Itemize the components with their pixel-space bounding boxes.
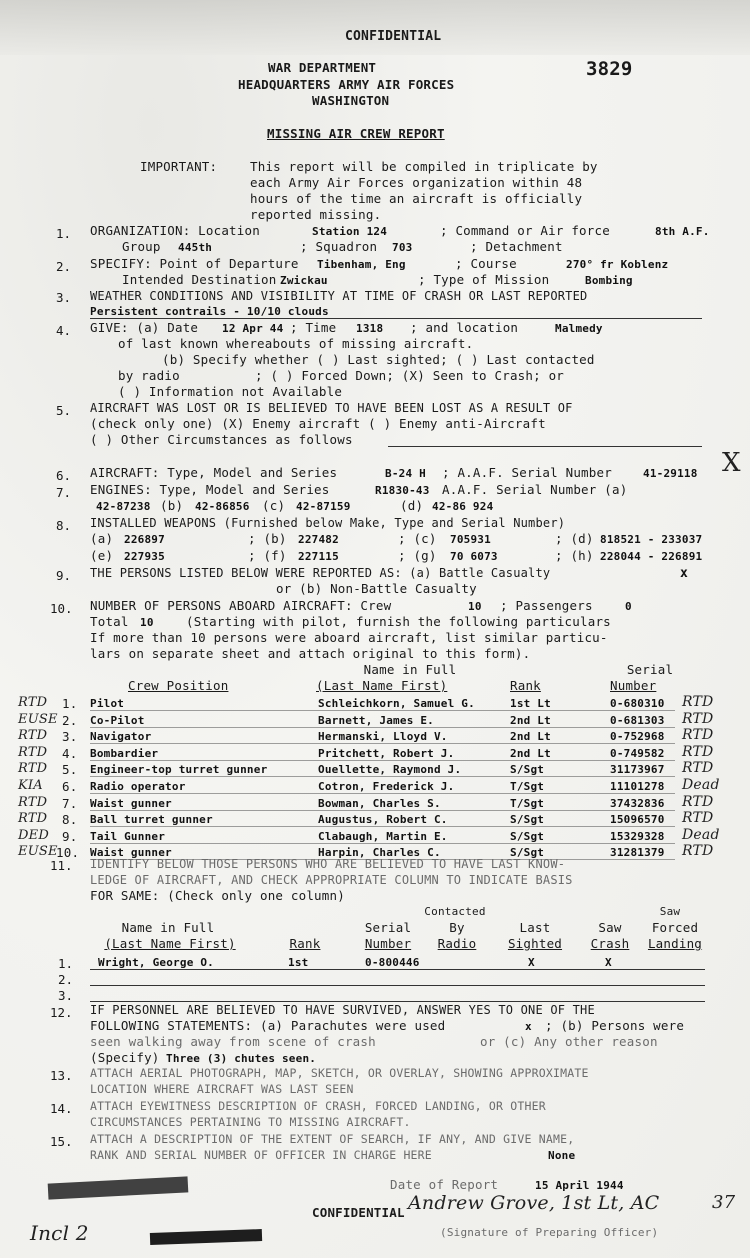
engine-d-label: (d) (400, 498, 424, 513)
weapon-c: 705931 (450, 533, 491, 546)
attach-search-1: ATTACH A DESCRIPTION OF THE EXTENT OF SEARCH, IF ANY, AND GIVE NAME, (90, 1132, 575, 1146)
item-2-number: 2. (56, 259, 72, 274)
crew-row-number: 8. (62, 812, 78, 827)
h-contacted: Contacted (424, 905, 486, 918)
item-6-number: 6. (56, 468, 72, 483)
other-reason-text: or (c) Any other reason (480, 1034, 658, 1049)
weapon-h-label: ; (h) (555, 548, 594, 563)
more-than-text: If more than 10 persons were aboard aircraft, list similar particu- (90, 630, 608, 645)
weapon-d: 818521 - 233037 (600, 533, 703, 546)
crew-rank: T/Sgt (510, 780, 545, 793)
persons-reported-label: THE PERSONS LISTED BELOW WERE REPORTED AS: (a) Battle Casualty (90, 566, 551, 580)
crew-name: Harpin, Charles C. (318, 846, 441, 859)
crew-row-number: 1. (62, 696, 78, 711)
org-group: 445th (178, 241, 213, 254)
witness-row-3-line (90, 1001, 705, 1002)
engine-a: 42-87238 (96, 500, 151, 513)
h-saw: Saw (598, 920, 622, 935)
location-lost: Malmedy (555, 322, 603, 335)
weapon-g: 70 6073 (450, 550, 498, 563)
attach-photo-2: LOCATION WHERE AIRCRAFT WAS LAST SEEN (90, 1082, 354, 1096)
h-serial-2: Number (364, 936, 412, 951)
important-line-1: This report will be compiled in triplicate by (250, 159, 598, 174)
crew-row-line (90, 793, 675, 794)
crew-status-note: Dead (682, 827, 720, 843)
redaction-bar-1 (48, 1176, 189, 1199)
inclosure-note: Incl 2 (30, 1221, 89, 1245)
witness-row-1-number: 1. (58, 956, 74, 971)
search-none: None (548, 1149, 576, 1162)
crew-row-number: 7. (62, 796, 78, 811)
engine-b-label: (b) (160, 498, 184, 513)
crew-serial-header-2: Number (610, 678, 657, 693)
h-by: By (449, 920, 465, 935)
give-date-label: GIVE: (a) Date (90, 320, 199, 335)
survived-text: IF PERSONNEL ARE BELIEVED TO HAVE SURVIVED, ANSWER YES TO ONE OF THE (90, 1003, 595, 1017)
identify-text-2: LEDGE OF AIRCRAFT, AND CHECK APPROPRIATE COLUMN TO INDICATE BASIS (90, 873, 573, 887)
crew-row-number: 9. (62, 829, 78, 844)
course: 270° fr Koblenz (566, 258, 669, 271)
departure-label: SPECIFY: Point of Departure (90, 256, 299, 271)
h-last: Last (519, 920, 551, 935)
crew-serial: 15329328 (610, 830, 665, 843)
important-label: IMPORTANT: (140, 159, 218, 174)
crew-status-note: RTD (682, 744, 714, 760)
witness-row-1-line (90, 969, 705, 970)
crew-status-note: Dead (682, 777, 720, 793)
crew-margin-note: RTD (18, 795, 48, 810)
crew-margin-note: EUSE (18, 712, 58, 727)
crew-position-header: Crew Position (128, 678, 229, 693)
crew-margin-note: RTD (18, 728, 48, 743)
crew-position: Radio operator (90, 780, 186, 793)
particulars-text: (Starting with pilot, furnish the following particulars (186, 614, 611, 629)
crew-margin-note: EUSE (18, 844, 58, 859)
crew-position: Bombardier (90, 747, 159, 760)
item-7-number: 7. (56, 485, 72, 500)
weapon-h: 228044 - 226891 (600, 550, 703, 563)
weather-label: WEATHER CONDITIONS AND VISIBILITY AT TIME OF CRASH OR LAST REPORTED (90, 289, 588, 303)
crew-position: Pilot (90, 697, 125, 710)
crew-row-number: 3. (62, 729, 78, 744)
crew-row-number: 10. (56, 845, 80, 860)
item-5-number: 5. (56, 403, 72, 418)
h-landing: Landing (647, 936, 703, 951)
weapon-f-label: ; (f) (248, 548, 287, 563)
crew-serial: 0-681303 (610, 714, 665, 727)
crew-name-header-1: Name in Full (363, 662, 457, 677)
crew-rank-header: Rank (510, 678, 541, 693)
crew-status-note: RTD (682, 843, 714, 859)
crew-name: Pritchett, Robert J. (318, 747, 455, 760)
crash-options: ; ( ) Forced Down; (X) Seen to Crash; or (255, 368, 565, 383)
attach-eyewitness-1: ATTACH EYEWITNESS DESCRIPTION OF CRASH, FORCED LANDING, OR OTHER (90, 1099, 546, 1113)
time-lost: 1318 (356, 322, 384, 335)
aircraft-type: B-24 H (385, 467, 426, 480)
witness-crash: X (605, 956, 612, 969)
engine-d: 42-86 924 (432, 500, 494, 513)
crew-position: Navigator (90, 730, 152, 743)
weapon-b: 227482 (298, 533, 339, 546)
crew-rank: S/Sgt (510, 763, 545, 776)
important-line-2: each Army Air Forces organization within 48 (250, 175, 583, 190)
engine-c: 42-87159 (296, 500, 351, 513)
witness-rank: 1st (288, 956, 309, 969)
total-count: 10 (140, 616, 154, 629)
weapon-g-label: ; (g) (398, 548, 437, 563)
crew-serial: 0-680310 (610, 697, 665, 710)
h-serial-1: Serial (364, 920, 412, 935)
org-group-label: Group (122, 239, 161, 254)
scan-shadow (0, 0, 750, 55)
crew-name: Schleichkorn, Samuel G. (318, 697, 475, 710)
radio-label: by radio (118, 368, 180, 383)
weapon-d-label: ; (d) (555, 531, 594, 546)
crew-serial: 11101278 (610, 780, 665, 793)
crew-row-line (90, 843, 675, 844)
item-10-number: 10. (50, 601, 73, 616)
battle-casualty-mark: x (680, 566, 689, 581)
witness-name: Wright, George O. (98, 956, 214, 969)
aircraft-label: AIRCRAFT: Type, Model and Series (90, 465, 338, 480)
aircraft-mark: X (722, 448, 741, 478)
weather: Persistent contrails - 10/10 clouds (90, 305, 329, 318)
h-sighted: Sighted (507, 936, 563, 951)
separate-sheet-text: lars on separate sheet and attach original to this form). (90, 646, 531, 661)
witness-row-3-number: 3. (58, 988, 74, 1003)
crew-row-number: 5. (62, 762, 78, 777)
signature-caption: (Signature of Preparing Officer) (440, 1226, 659, 1239)
lost-result-label: AIRCRAFT WAS LOST OR IS BELIEVED TO HAVE BEEN LOST AS A RESULT OF (90, 401, 573, 415)
weapons-label: INSTALLED WEAPONS (Furnished below Make, Type and Serial Number) (90, 516, 566, 530)
whereabouts-text: of last known whereabouts of missing aircraft. (118, 336, 474, 351)
engine-c-label: (c) (262, 498, 286, 513)
crew-name: Hermanski, Lloyd V. (318, 730, 448, 743)
org-squadron: 703 (392, 241, 413, 254)
course-label: ; Course (455, 256, 517, 271)
crew-margin-note: DED (18, 828, 49, 843)
crew-rank: 2nd Lt (510, 714, 551, 727)
attach-photo-1: ATTACH AERIAL PHOTOGRAPH, MAP, SKETCH, OR OVERLAY, SHOWING APPROXIMATE (90, 1066, 589, 1080)
crew-row-line (90, 727, 675, 728)
org-command: 8th A.F. (655, 225, 710, 238)
crew-serial: 0-749582 (610, 747, 665, 760)
corner-number: 37 (712, 1192, 736, 1213)
crew-position: Tail Gunner (90, 830, 166, 843)
crew-status-note: RTD (682, 711, 714, 727)
dept-title: WAR DEPARTMENT (268, 60, 377, 75)
weapon-a-label: (a) (90, 531, 114, 546)
classification-top: CONFIDENTIAL (345, 29, 442, 44)
lost-cause-options: (check only one) (X) Enemy aircraft ( ) Enemy anti-Aircraft (90, 416, 546, 431)
crew-row-number: 2. (62, 713, 78, 728)
h-rank: Rank (289, 936, 321, 951)
engine-type: R1830-43 (375, 484, 430, 497)
report-number: 3829 (586, 58, 633, 80)
h-radio: Radio (437, 936, 477, 951)
engine-b: 42-86856 (195, 500, 250, 513)
circumstances-line (388, 446, 702, 447)
aircraft-serial: 41-29118 (643, 467, 698, 480)
crew-rank: T/Sgt (510, 797, 545, 810)
item-12-number: 12. (50, 1005, 73, 1020)
crew-position: Ball turret gunner (90, 813, 213, 826)
non-battle-label: or (b) Non-Battle Casualty (276, 581, 477, 596)
crew-serial-header-1: Serial (626, 662, 674, 677)
crew-row-line (90, 826, 675, 827)
crew-position: Waist gunner (90, 797, 172, 810)
date-of-report: 15 April 1944 (535, 1179, 624, 1192)
date-lost: 12 Apr 44 (222, 322, 284, 335)
crew-count: 10 (468, 600, 482, 613)
parachutes-mark: x (525, 1020, 532, 1033)
org-location: Station 124 (312, 225, 388, 238)
passenger-count: 0 (625, 600, 632, 613)
crew-rank: S/Sgt (510, 813, 545, 826)
crew-row-line (90, 776, 675, 777)
crew-row-line (90, 710, 675, 711)
persons-aboard-label: NUMBER OF PERSONS ABOARD AIRCRAFT: Crew (90, 598, 392, 613)
crew-margin-note: RTD (18, 745, 48, 760)
crew-status-note: RTD (682, 810, 714, 826)
h-forced: Forced (651, 920, 699, 935)
crew-name: Augustus, Robert C. (318, 813, 448, 826)
org-command-label: ; Command or Air force (440, 223, 610, 238)
crew-status-note: RTD (682, 794, 714, 810)
officer-signature: Andrew Grove, 1st Lt, AC (408, 1192, 660, 1214)
crew-status-note: RTD (682, 727, 714, 743)
crew-position: Waist gunner (90, 846, 172, 859)
item-13-number: 13. (50, 1068, 73, 1083)
item-11-number: 11. (50, 858, 73, 873)
crew-position: Co-Pilot (90, 714, 145, 727)
important-line-4: reported missing. (250, 207, 382, 222)
crew-name: Cotron, Frederick J. (318, 780, 455, 793)
crew-status-note: RTD (682, 694, 714, 710)
location-label: ; and location (410, 320, 519, 335)
passengers-label: ; Passengers (500, 598, 593, 613)
mission: Bombing (585, 274, 633, 287)
specify-reason: Three (3) chutes seen. (166, 1052, 317, 1065)
info-na: ( ) Information not Available (118, 384, 343, 399)
crew-row-line (90, 760, 675, 761)
h-crash: Crash (590, 936, 630, 951)
crew-rank: 2nd Lt (510, 747, 551, 760)
crew-name: Ouellette, Raymond J. (318, 763, 462, 776)
redaction-bar-2 (150, 1229, 262, 1245)
other-circumstances: ( ) Other Circumstances as follows (90, 432, 353, 447)
crew-row-number: 4. (62, 746, 78, 761)
aircraft-serial-label: ; A.A.F. Serial Number (442, 465, 612, 480)
crew-serial: 31173967 (610, 763, 665, 776)
item-1-number: 1. (56, 226, 72, 241)
h-name-1: Name in Full (121, 920, 215, 935)
witness-row-2-number: 2. (58, 972, 74, 987)
destination: Zwickau (280, 274, 328, 287)
crew-row-line (90, 810, 675, 811)
weapon-f: 227115 (298, 550, 339, 563)
crew-rank: 1st Lt (510, 697, 551, 710)
h-saw-forced: Saw (659, 905, 681, 918)
org-squadron-label: ; Squadron (300, 239, 378, 254)
hq-title: HEADQUARTERS ARMY AIR FORCES (238, 77, 455, 92)
crew-margin-note: KIA (18, 778, 43, 793)
item-4-number: 4. (56, 323, 72, 338)
identify-text-1: IDENTIFY BELOW THOSE PERSONS WHO ARE BELIEVED TO HAVE LAST KNOW- (90, 857, 566, 871)
departure: Tibenham, Eng (317, 258, 406, 271)
witness-sighted: X (528, 956, 535, 969)
crew-row-line (90, 743, 675, 744)
important-line-3: hours of the time an aircraft is officially (250, 191, 583, 206)
classification-bottom: CONFIDENTIAL (312, 1205, 405, 1220)
crew-serial: 15096570 (610, 813, 665, 826)
weather-underline (90, 318, 702, 319)
crew-rank: S/Sgt (510, 830, 545, 843)
parachutes-text: FOLLOWING STATEMENTS: (a) Parachutes were used (90, 1018, 446, 1033)
attach-search-2: RANK AND SERIAL NUMBER OF OFFICER IN CHARGE HERE (90, 1148, 432, 1162)
crew-name-header-2: (Last Name First) (316, 678, 448, 693)
time-label: ; Time (290, 320, 337, 335)
specify-label: (Specify) (90, 1050, 160, 1065)
crew-serial: 0-752968 (610, 730, 665, 743)
weapon-e: 227935 (124, 550, 165, 563)
weapon-c-label: ; (c) (398, 531, 437, 546)
crew-margin-note: RTD (18, 695, 48, 710)
org-detachment-label: ; Detachment (470, 239, 563, 254)
crew-position: Engineer-top turret gunner (90, 763, 268, 776)
date-of-report-label: Date of Report (390, 1177, 499, 1192)
crew-serial: 31281379 (610, 846, 665, 859)
weapon-b-label: ; (b) (248, 531, 287, 546)
identify-text-3: FOR SAME: (Check only one column) (90, 888, 345, 903)
crew-serial: 37432836 (610, 797, 665, 810)
crew-row-number: 6. (62, 779, 78, 794)
item-8-number: 8. (56, 518, 72, 533)
crew-status-note: RTD (682, 760, 714, 776)
engines-label: ENGINES: Type, Model and Series (90, 482, 330, 497)
crew-name: Barnett, James E. (318, 714, 434, 727)
org-label: ORGANIZATION: Location (90, 223, 260, 238)
h-name-2: (Last Name First) (104, 936, 236, 951)
crew-name: Bowman, Charles S. (318, 797, 441, 810)
crew-margin-note: RTD (18, 761, 48, 776)
destination-label: Intended Destination (122, 272, 277, 287)
item-9-number: 9. (56, 568, 72, 583)
persons-were-text: ; (b) Persons were (545, 1018, 685, 1033)
attach-eyewitness-2: CIRCUMSTANCES PERTAINING TO MISSING AIRCRAFT. (90, 1115, 411, 1129)
crew-rank: S/Sgt (510, 846, 545, 859)
specify-text: (b) Specify whether ( ) Last sighted; ( ) Last contacted (162, 352, 595, 367)
crew-margin-note: RTD (18, 811, 48, 826)
witness-row-2-line (90, 985, 705, 986)
form-title: MISSING AIR CREW REPORT (267, 126, 445, 141)
mission-label: ; Type of Mission (418, 272, 550, 287)
walking-text: seen walking away from scene of crash (90, 1034, 376, 1049)
item-14-number: 14. (50, 1101, 73, 1116)
item-15-number: 15. (50, 1134, 73, 1149)
crew-rank: 2nd Lt (510, 730, 551, 743)
weapon-e-label: (e) (90, 548, 114, 563)
city-title: WASHINGTON (312, 93, 390, 108)
item-3-number: 3. (56, 290, 72, 305)
crew-name: Clabaugh, Martin E. (318, 830, 448, 843)
total-label: Total (90, 614, 129, 629)
witness-serial: 0-800446 (365, 956, 420, 969)
weapon-a: 226897 (124, 533, 165, 546)
engine-serial-label: A.A.F. Serial Number (a) (442, 482, 628, 497)
